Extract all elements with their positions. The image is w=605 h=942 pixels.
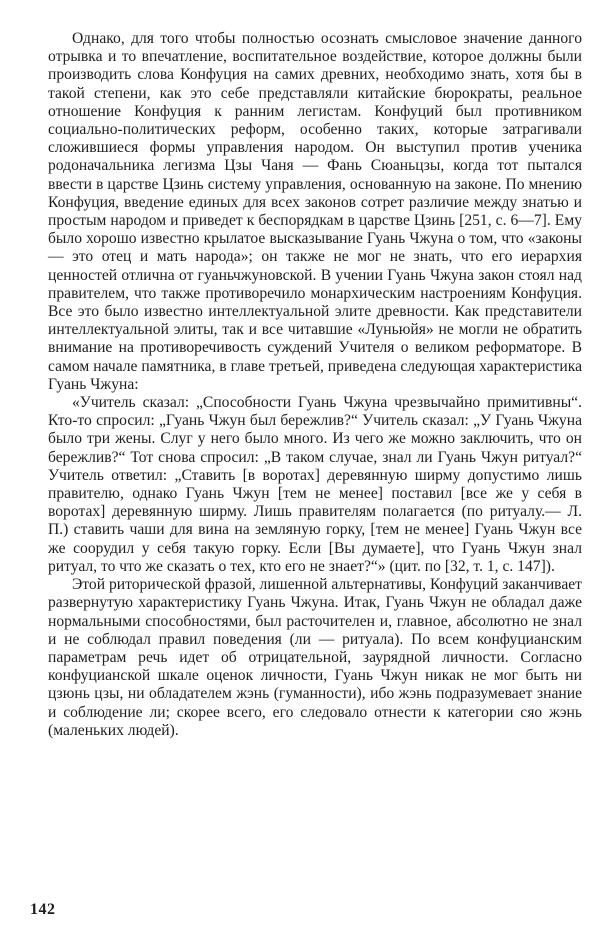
paragraph-3: Этой риторической фразой, лишенной альтернативы, Конфуций заканчивает развернутую характеристику Гуань Чжуна. Итак, Гуань Чжун не обладал даже нормальными способностями, был расточителен и, главное, абсолютно не знал и не соблюдал правил поведения (ли — ритуала). По всем конфуцианским параметрам речь идет об отрицательной, заурядной личности. Согласно конфуцианской шкале оценок личности, Гуань Чжун никак не мог быть ни цзюнь цзы, ни обладателем жэнь (гуманности), ибо жэнь подразумевает знание и соблюдение ли; скорее всего, его следовало отнести к категории сяо жэнь (маленьких людей). (48, 576, 582, 739)
page-number: 142 (30, 901, 56, 918)
document-page (48, 30, 582, 740)
paragraph-1: Однако, для того чтобы полностью осознать смысловое значение данного отрывка и то впечатление, воспитательное воздействие, которое должны были производить слова Конфуция на самих древних, необходимо знать, хотя бы в такой степени, как это себе представляли китайские бюрократы, реальное отношение Конфуция к ранним легистам. Конфуций был противником социально-политических реформ, особенно таких, которые затрагивали сложившиеся формы управления народом. Он выступил против ученика родоначальника легизма Цзы Чаня — Фань Сюаньцзы, когда тот пытался ввести в царстве Цзинь систему управления, основанную на законе. По мнению Конфуция, введение единых для всех законов сотрет различие между знатью и простым народом и приведет к беспорядкам в царстве Цзинь [251, с. 6—7]. Ему было хорошо известно крылатое высказывание Гуань Чжуна о том, что «законы — это отец и мать народа»; он также не мог не знать, что его иерархия ценностей отлична от гуаньчжуновской. В учении Гуань Чжуна закон стоял над правителем, что также противоречило монархическим настроениям Конфуция. Все это было известно интеллектуальной элите древности. Как представители интеллектуальной элиты, так и все читавшие «Луньюйя» не могли не обратить внимание на противоречивость суждений Учителя о великом реформаторе. В самом начале памятника, в главе третьей, приведена следующая характеристика Гуань Чжуна: (48, 30, 582, 393)
paragraph-2-quote: «Учитель сказал: „Способности Гуань Чжуна чрезвычайно примитивны“. Кто-то спросил: „Гуань Чжун был бережлив?“ Учитель сказал: „У Гуань Чжуна было три жены. Слуг у него было много. Из чего же можно заключить, что он бережлив?“ Тот снова спросил: „В таком случае, знал ли Гуань Чжун ритуал?“ Учитель ответил: „Ставить [в воротах] деревянную ширму допустимо лишь правителю, однако Гуань Чжун [тем не менее] поставил [все же у себя в воротах] деревянную ширму. Лишь правителям полагается (по ритуалу.— Л. П.) ставить чаши для вина на земляную горку, [тем не менее] Гуань Чжун все же соорудил у себя такую горку. Если [Вы думаете], что Гуань Чжун знал ритуал, то что же сказать о тех, кто его не знает?“» (цит. по [32, т. 1, с. 147]). (48, 394, 582, 575)
